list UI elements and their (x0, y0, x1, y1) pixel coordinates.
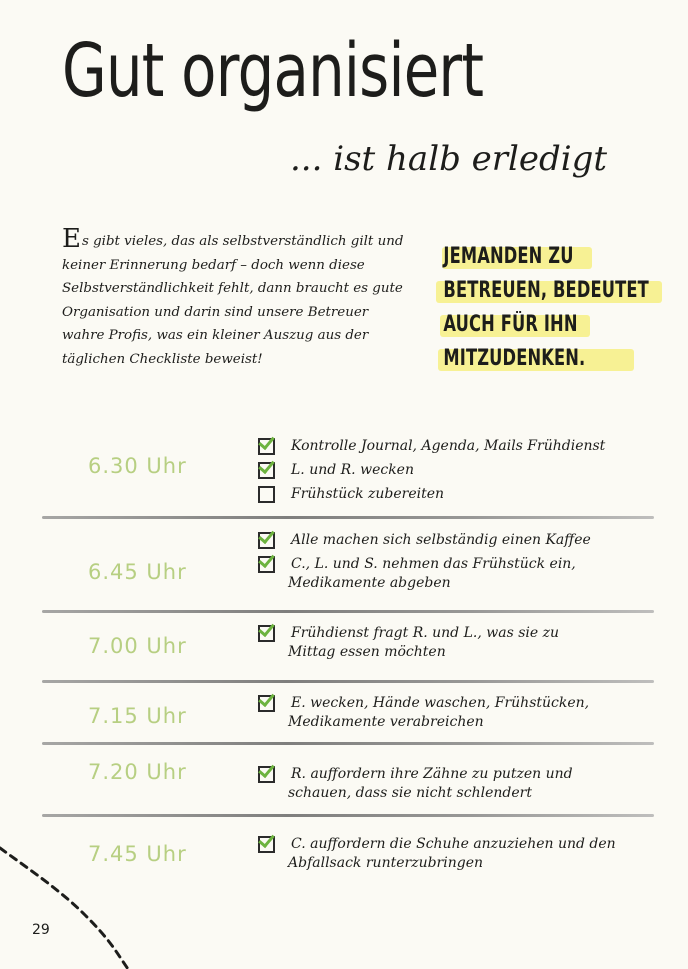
task-text-continued: schauen, dass sie nicht schlendert (288, 785, 532, 801)
task-text-continued: Abfallsack runterzubringen (288, 855, 483, 871)
checked-checkbox-icon[interactable] (258, 556, 275, 573)
time-label: 7.45 Uhr (88, 842, 187, 866)
task-text: C., L. und S. nehmen das Frühstück ein, (291, 556, 576, 572)
task-text: C. auffordern die Schuhe anzuziehen und den (291, 836, 616, 852)
row-divider (42, 516, 654, 519)
row-divider (42, 680, 654, 683)
time-label: 6.30 Uhr (88, 454, 187, 478)
checked-checkbox-icon[interactable] (258, 836, 275, 853)
task-text: Frühstück zubereiten (291, 486, 445, 502)
row-divider (42, 814, 654, 817)
page-number: 29 (32, 922, 50, 938)
checked-checkbox-icon[interactable] (258, 532, 275, 549)
callout-line: MITZUDENKEN. (443, 346, 586, 371)
callout-line: JEMANDEN ZU (443, 244, 574, 269)
checked-checkbox-icon[interactable] (258, 462, 275, 479)
page-subtitle: ... ist halb erledigt (290, 139, 608, 179)
page-title: Gut organisiert (62, 28, 484, 114)
dashed-trail-decoration (0, 820, 140, 969)
task-text: R. auffordern ihre Zähne zu putzen und (291, 766, 573, 782)
time-label: 7.20 Uhr (88, 760, 187, 784)
task-text-continued: Medikamente abgeben (288, 575, 451, 591)
time-label: 6.45 Uhr (88, 560, 187, 584)
task-text: E. wecken, Hände waschen, Frühstücken, (291, 695, 590, 711)
task-text-continued: Mittag essen möchten (288, 644, 446, 660)
intro-text: s gibt vieles, das als selbstverständlich gilt und keiner Erinnerung bedarf – doch wenn diese Selbstverständlichkeit fehlt, dann braucht es gute Organisation und darin sind unsere Betreuer wahre Profis, was ein kleiner Auszug aus der täglichen Checkliste beweist! (62, 234, 404, 367)
checklist-item (258, 762, 573, 801)
checklist-item (258, 482, 444, 506)
checked-checkbox-icon[interactable] (258, 695, 275, 712)
checklist-item (258, 458, 414, 482)
empty-checkbox-icon[interactable] (258, 486, 275, 503)
time-label: 7.00 Uhr (88, 634, 187, 658)
row-divider (42, 610, 654, 613)
checklist-item (258, 832, 616, 871)
row-divider (42, 742, 654, 745)
task-text: Kontrolle Journal, Agenda, Mails Frühdienst (291, 438, 606, 454)
checklist-item (258, 691, 590, 730)
callout-line: BETREUEN, BEDEUTET (443, 278, 649, 303)
checked-checkbox-icon[interactable] (258, 766, 275, 783)
task-text-continued: Medikamente verabreichen (288, 714, 484, 730)
time-label: 7.15 Uhr (88, 704, 187, 728)
task-text: Frühdienst fragt R. und L., was sie zu (291, 625, 559, 641)
checklist-item (258, 528, 591, 552)
callout-line: AUCH FÜR IHN (443, 312, 578, 337)
checked-checkbox-icon[interactable] (258, 438, 275, 455)
checklist-item (258, 434, 605, 458)
checklist-item (258, 621, 559, 660)
checklist-item (258, 552, 576, 591)
task-text: Alle machen sich selbständig einen Kaffee (291, 532, 591, 548)
task-text: L. und R. wecken (291, 462, 414, 478)
checked-checkbox-icon[interactable] (258, 625, 275, 642)
intro-dropcap: E (62, 224, 81, 254)
